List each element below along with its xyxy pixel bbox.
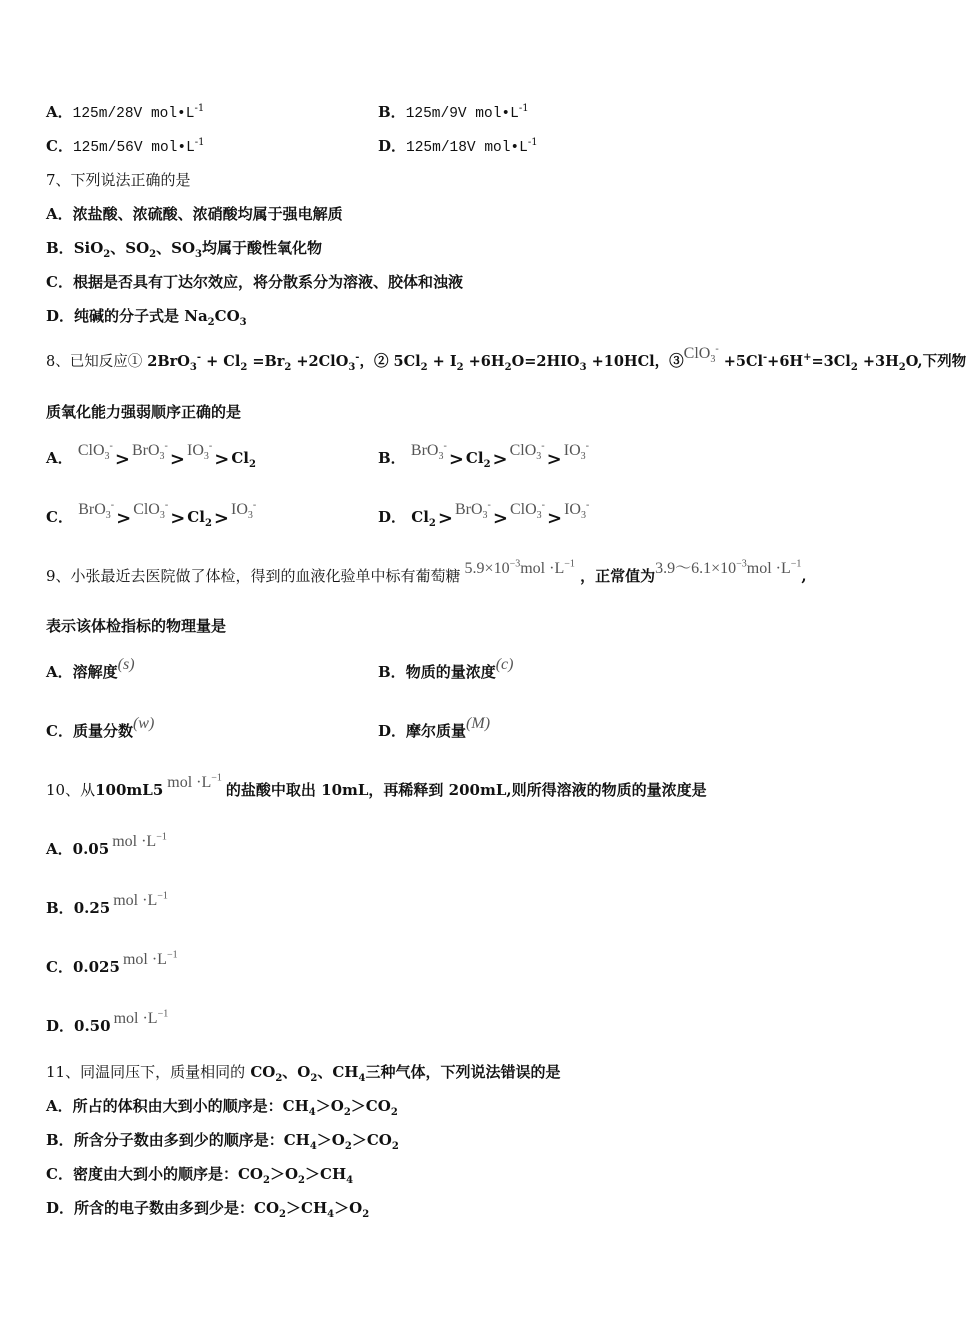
- q9-stem-line2: 表示该体检指标的物理量是: [46, 617, 227, 635]
- q7-option-c: C．根据是否具有丁达尔效应，将分散系分为溶液、胶体和浊液: [46, 273, 463, 291]
- q8-option-d: D． $Cl_2 > BrO_3^-> ClO_3^-> IO_3^-$: [378, 499, 590, 529]
- chlorate-ion-formula: ClO$_3$-: [683, 343, 719, 366]
- q11-option-c: C．密度由大到小的顺序是：$CO_2>O_2>CH_4$: [46, 1165, 354, 1186]
- q8-stem-line2: 质氧化能力强弱顺序正确的是: [46, 403, 242, 421]
- q6-option-c: C．125m/56V $mol•L^{-1}$: [46, 137, 205, 156]
- q10-option-a: A．0.05 mol $\cdot L^{-1}$: [46, 831, 167, 858]
- q9-stem: 9、小张最近去医院做了体检，得到的血液化验单中标有葡萄糖 $5.9\times 10^{-3}mol \cdot L^{-1}$ ，正常值为$3.9\sim 6.1\times 10^{-3}mol \cdot L^{-1}$,: [46, 558, 807, 585]
- q11-option-d: D．所含的电子数由多到少是：$CO_2>CH_4>O_2$: [46, 1199, 370, 1220]
- q11-stem: 11、同温同压下，质量相同的 $CO_2$、$O_2$、$CH_4$三种气体，下列说法错误的是: [46, 1063, 561, 1084]
- q6-option-a: A．125m/28V $mol•L^{-1}$: [46, 103, 205, 122]
- q6-option-b: B．125m/9V $mol•L^{-1}$: [378, 103, 529, 122]
- q9-option-a: A．溶解度(s): [46, 656, 135, 681]
- q10-stem: 10、从100mL5 mol $\cdot L^{-1}$的盐酸中取出 10mL，再稀释到 200mL,则所得溶液的物质的量浓度是: [46, 772, 707, 799]
- q7-option-b: B．SiO$_2$、$SO_2$、$SO_3$均属于酸性氧化物: [46, 239, 323, 260]
- q7-option-a: A．浓盐酸、浓硫酸、浓硝酸均属于强电解质: [46, 205, 343, 223]
- q8-stem: 8、已知反应① $2BrO_3^- + Cl_2 =Br_2 +2ClO_3^-$，② $5Cl_2 + I_2 +6H_2O=2HIO_3 +10HCl$，③ClO$_3$- $+5Cl^-+6H^+=3Cl_2 +3H_2O$,下列物: [46, 343, 966, 373]
- q7-option-d: D．纯碱的分子式是 $Na_2CO_3$: [46, 307, 247, 328]
- q10-option-d: D．0.50 mol $\cdot L^{-1}$: [46, 1008, 169, 1035]
- q8-option-b: B． $BrO_3^-> Cl_2 > ClO_3^-> IO_3^-$: [378, 440, 589, 470]
- q11-option-b: B．所含分子数由多到少的顺序是：$CH_4>O_2>CO_2$: [46, 1131, 399, 1152]
- q8-option-a: A． $ClO_3^-> BrO_3^-> IO_3^-> Cl_2$: [46, 440, 256, 470]
- q8-option-c: C． $BrO_3^-> ClO_3^-> Cl_2 > IO_3^-$: [46, 499, 257, 529]
- q9-option-d: D．摩尔质量(M): [378, 715, 491, 740]
- q9-option-b: B．物质的量浓度(c): [378, 656, 514, 681]
- q10-option-c: C．0.025 mol $\cdot L^{-1}$: [46, 949, 178, 976]
- q7-stem: 7、下列说法正确的是: [46, 171, 191, 189]
- q11-option-a: A．所占的体积由大到小的顺序是：$CH_4>O_2>CO_2$: [46, 1097, 398, 1118]
- q10-option-b: B．0.25 mol $\cdot L^{-1}$: [46, 890, 168, 917]
- q6-option-d: D．125m/18V $mol•L^{-1}$: [378, 137, 538, 156]
- q9-option-c: C．质量分数(w): [46, 715, 155, 740]
